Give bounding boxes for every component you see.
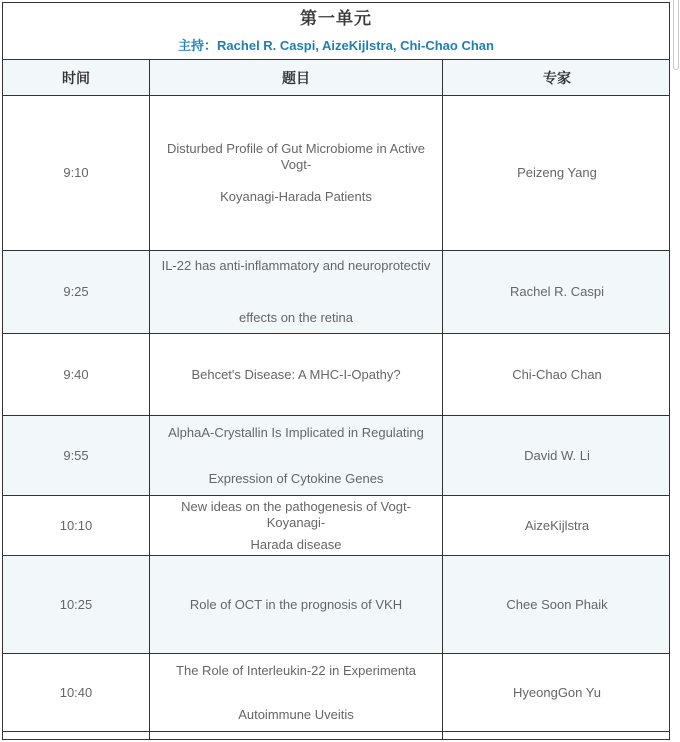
title-cell	[149, 732, 442, 739]
title-cell	[149, 654, 442, 731]
expert-cell: Chi-Chao Chan	[442, 334, 671, 415]
column-header-title: 题目	[149, 60, 442, 95]
expert-cell: AizeKijlstra	[442, 496, 671, 555]
title-line: Autoimmune Uveitis	[238, 706, 354, 722]
time-cell: 10:40	[59, 684, 93, 700]
table-row	[3, 333, 669, 415]
table-row	[3, 555, 669, 653]
table-row	[3, 250, 669, 333]
host-line: 主持：Rachel R. Caspi, AizeKijlstra, Chi-Chao Chan	[178, 38, 494, 53]
section-title: 第一单元	[300, 9, 372, 28]
column-header-time: 时间	[62, 69, 90, 86]
title-line: New ideas on the pathogenesis of Vogt-Koyanagi-	[181, 498, 411, 530]
title-cell	[149, 496, 442, 555]
table-row	[3, 495, 669, 555]
expert-cell: David W. Li	[442, 416, 671, 495]
expert-cell: Chee Soon Phaik	[442, 556, 671, 653]
title-line: AlphaA-Crystallin Is Implicated in Regulating	[168, 424, 424, 440]
title-line: Role of OCT in the prognosis of VKH	[189, 596, 403, 612]
title-cell	[149, 96, 442, 250]
title-line: IL-22 has anti-inflammatory and neuroprotectiv	[161, 258, 431, 273]
title-cell	[149, 334, 442, 415]
title-line: The Role of Interleukin-22 in Experimenta	[176, 662, 416, 678]
expert-cell: Peizeng Yang	[442, 96, 671, 250]
title-cell	[149, 251, 442, 333]
vertical-scrollbar-thumb[interactable]	[673, 0, 679, 70]
title-cell	[149, 416, 442, 495]
title-line: Harada disease	[250, 536, 342, 552]
time-cell: 9:55	[63, 447, 89, 463]
time-cell: 9:25	[63, 284, 89, 299]
time-cell: 9:40	[63, 366, 89, 382]
title-line: Disturbed Profile of Gut Microbiome in Active Vogt-	[167, 141, 425, 172]
expert-cell: Rachel R. Caspi	[442, 251, 671, 333]
table-row	[3, 95, 669, 250]
session-table	[2, 2, 670, 740]
title-line: Behcet's Disease: A MHC-I-Opathy?	[191, 366, 401, 382]
expert-cell: HyeongGon Yu	[442, 654, 671, 731]
title-line: Expression of Cytokine Genes	[208, 470, 384, 486]
table-row-partial	[3, 731, 669, 739]
table-row	[3, 653, 669, 731]
table-row	[3, 415, 669, 495]
session-header	[3, 3, 669, 59]
time-cell	[3, 732, 149, 739]
title-cell	[149, 556, 442, 653]
title-line: effects on the retina	[239, 310, 353, 325]
time-cell: 9:10	[63, 165, 89, 180]
table-header-row	[3, 59, 669, 95]
time-cell: 10:10	[59, 517, 93, 533]
expert-cell	[442, 732, 671, 739]
title-line: Koyanagi-Harada Patients	[220, 189, 372, 204]
time-cell: 10:25	[59, 596, 93, 612]
column-header-expert: 专家	[442, 60, 671, 95]
